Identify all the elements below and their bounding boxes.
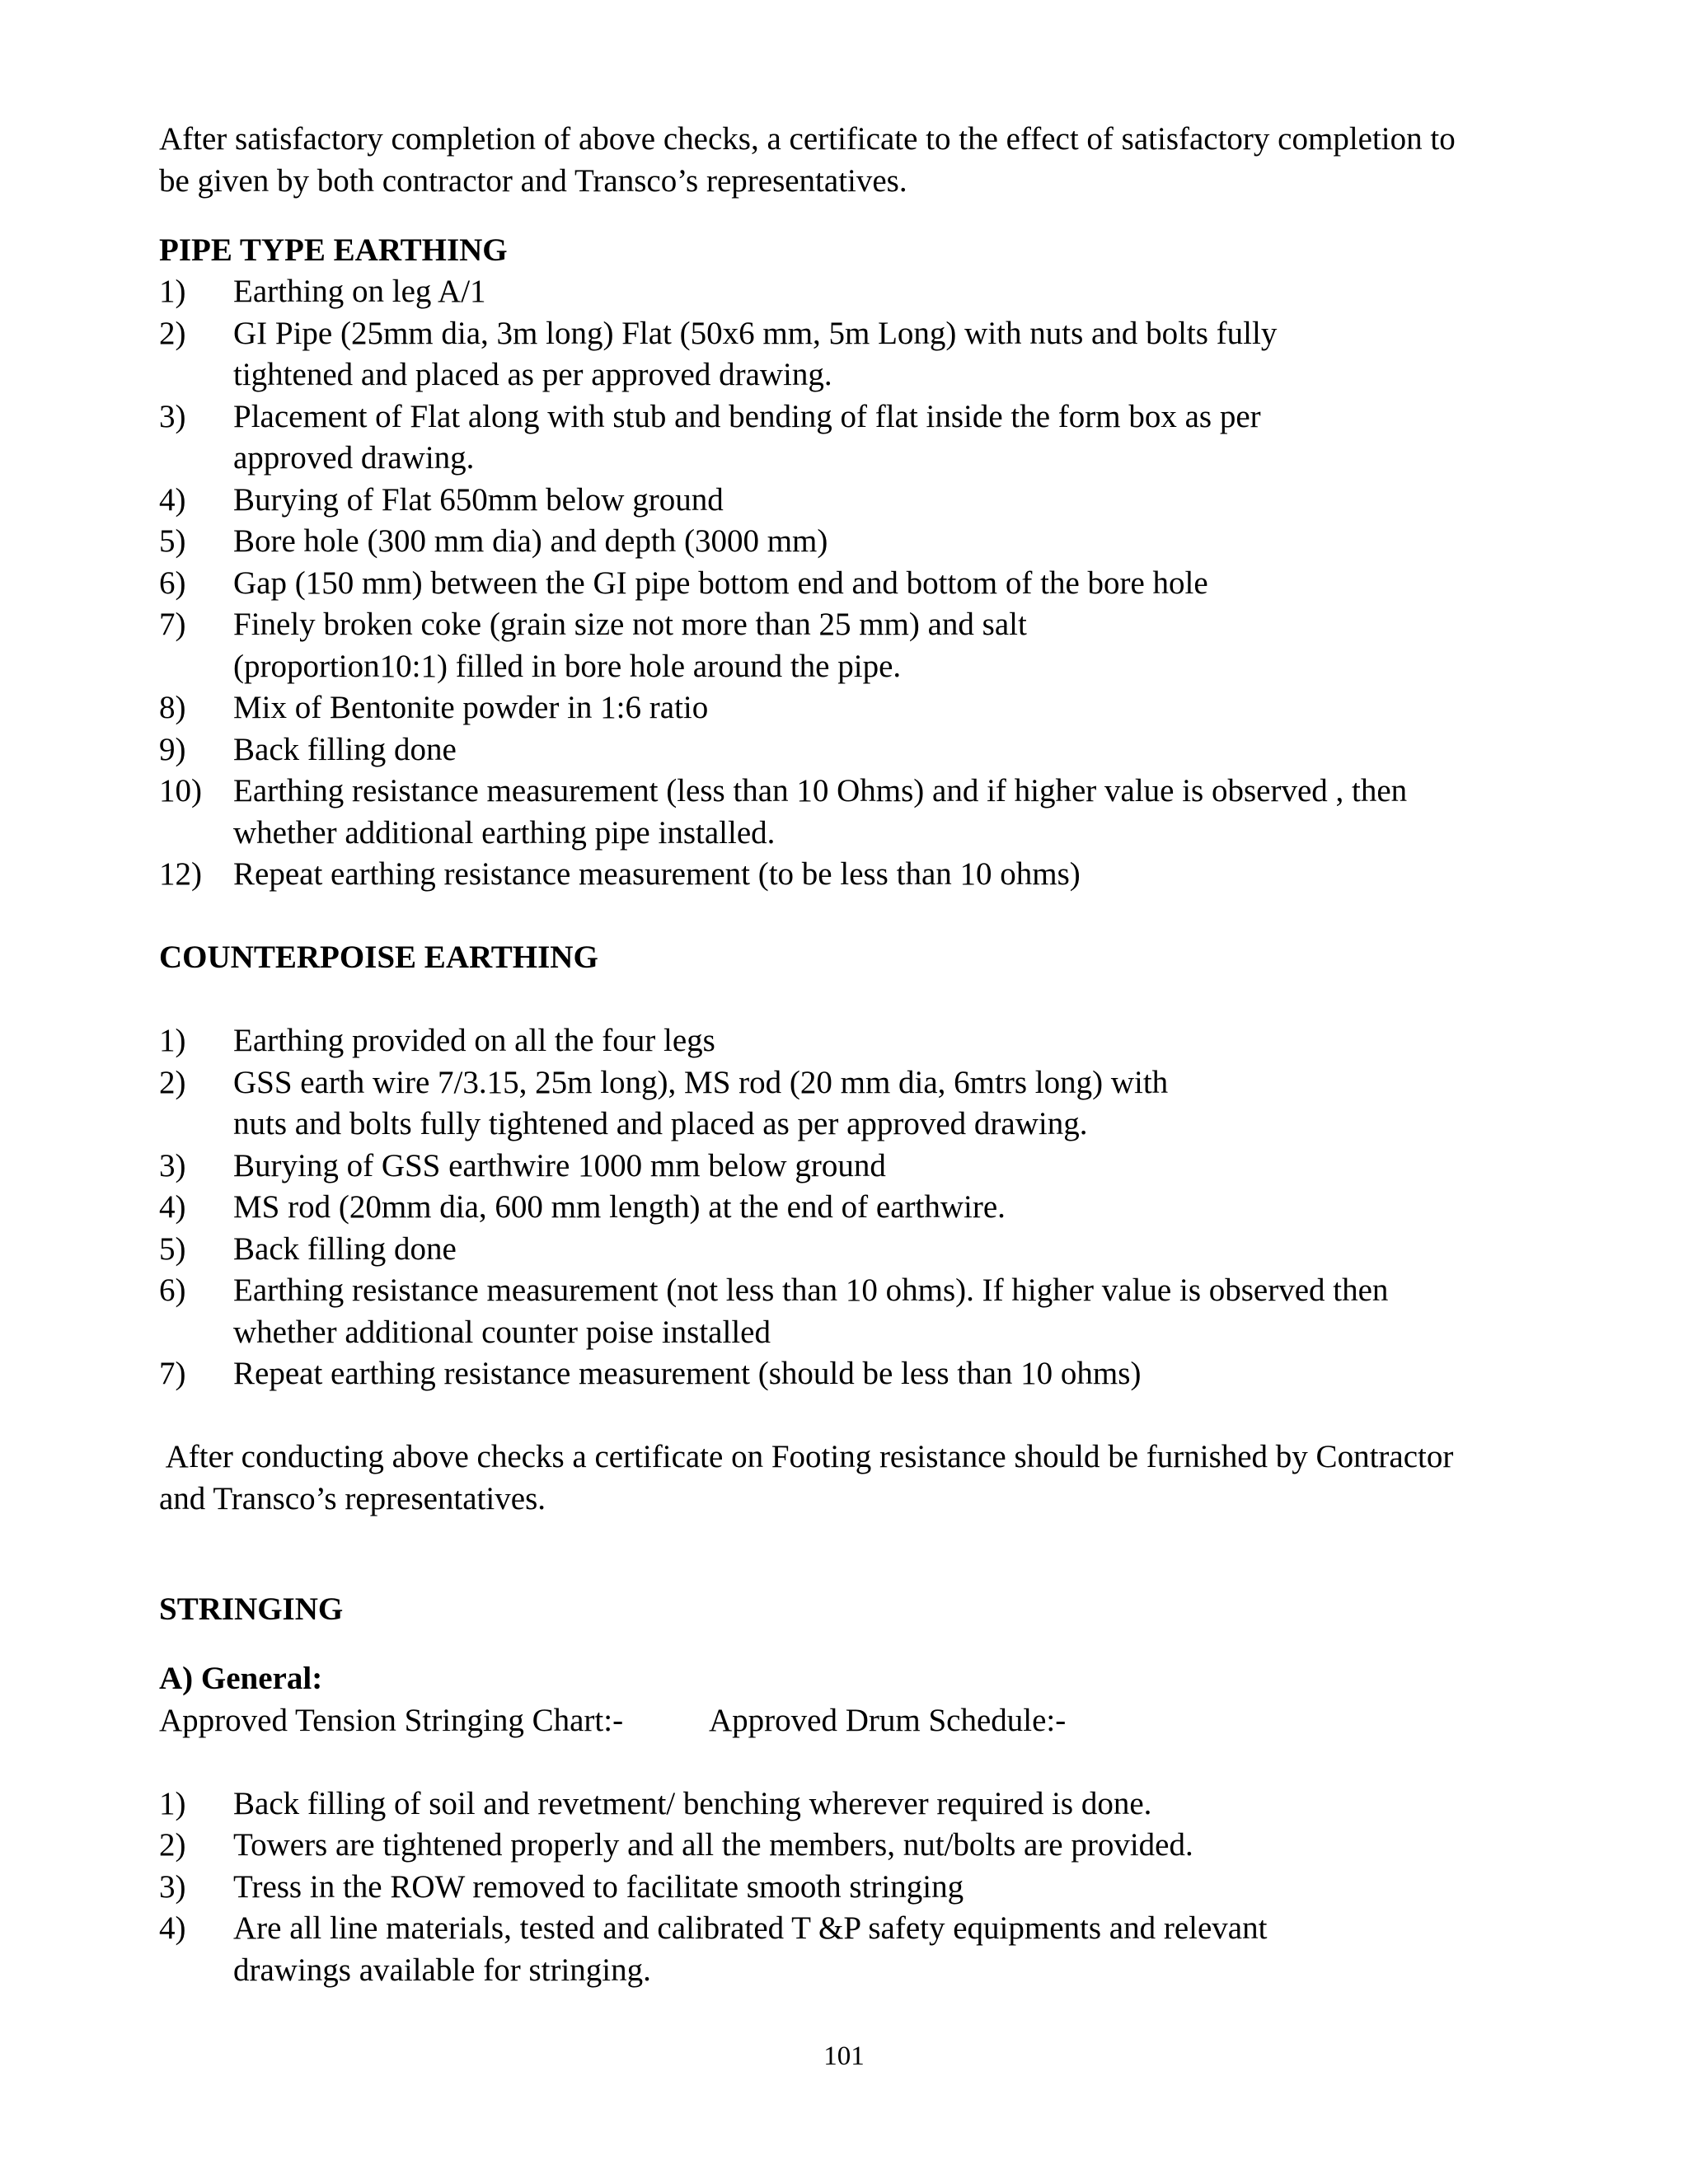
- item-number: 2): [159, 316, 186, 351]
- item-number: 2): [159, 1827, 186, 1863]
- item-number: 4): [159, 482, 186, 518]
- item-text: Earthing resistance measurement (less than 10 Ohms) and if higher value is observed , then: [233, 773, 1408, 808]
- item-text: Mix of Bentonite powder in 1:6 ratio: [233, 690, 709, 725]
- item-text: Are all line materials, tested and calibrated T &P safety equipments and relevant: [233, 1910, 1268, 1946]
- item-text: Finely broken coke (grain size not more than 25 mm) and salt: [233, 607, 1027, 642]
- pipe-earthing-heading: PIPE TYPE EARTHING: [159, 232, 508, 268]
- tension-stringing-chart-label: Approved Tension Stringing Chart:-: [159, 1703, 624, 1738]
- item-number: 4): [159, 1189, 186, 1225]
- item-text: (proportion10:1) filled in bore hole around the pipe.: [233, 649, 902, 684]
- item-number: 5): [159, 1231, 186, 1267]
- item-text: GSS earth wire 7/3.15, 25m long), MS rod (20 mm dia, 6mtrs long) with: [233, 1065, 1169, 1100]
- item-number: 9): [159, 732, 186, 767]
- counterpoise-heading: COUNTERPOISE EARTHING: [159, 940, 598, 975]
- footing-line-2: and Transco’s representatives.: [159, 1481, 546, 1516]
- item-number: 7): [159, 1356, 186, 1391]
- item-text: nuts and bolts fully tightened and placed as per approved drawing.: [233, 1106, 1088, 1141]
- stringing-heading: STRINGING: [159, 1591, 344, 1627]
- item-text: approved drawing.: [233, 440, 475, 476]
- footing-line-1: After conducting above checks a certificate on Footing resistance should be furnished by Contractor: [159, 1439, 1454, 1474]
- item-text: Burying of GSS earthwire 1000 mm below ground: [233, 1148, 886, 1183]
- item-number: 12): [159, 856, 202, 892]
- drum-schedule-label: Approved Drum Schedule:-: [709, 1703, 1067, 1738]
- intro-line-2: be given by both contractor and Transco’s representatives.: [159, 163, 907, 199]
- item-number: 4): [159, 1910, 186, 1946]
- item-text: Towers are tightened properly and all the members, nut/bolts are provided.: [233, 1827, 1193, 1863]
- item-number: 3): [159, 399, 186, 434]
- item-text: Placement of Flat along with stub and bending of flat inside the form box as per: [233, 399, 1261, 434]
- stringing-subheading: A) General:: [159, 1661, 323, 1696]
- item-text: drawings available for stringing.: [233, 1952, 651, 1988]
- item-text: Gap (150 mm) between the GI pipe bottom end and bottom of the bore hole: [233, 565, 1208, 601]
- item-text: tightened and placed as per approved drawing.: [233, 357, 832, 392]
- item-text: whether additional earthing pipe installed.: [233, 815, 776, 851]
- item-text: Back filling of soil and revetment/ benching wherever required is done.: [233, 1786, 1152, 1821]
- item-text: Earthing resistance measurement (not less than 10 ohms). If higher value is observed then: [233, 1272, 1389, 1308]
- item-number: 1): [159, 1023, 186, 1058]
- item-number: 1): [159, 1786, 186, 1821]
- item-text: whether additional counter poise installed: [233, 1315, 771, 1350]
- item-text: Tress in the ROW removed to facilitate smooth stringing: [233, 1869, 964, 1905]
- item-number: 3): [159, 1148, 186, 1183]
- item-text: Back filling done: [233, 1231, 457, 1267]
- item-number: 10): [159, 773, 202, 808]
- item-text: Earthing on leg A/1: [233, 274, 486, 309]
- intro-line-1: After satisfactory completion of above checks, a certificate to the effect of satisfactory completion to: [159, 121, 1456, 157]
- item-number: 6): [159, 1272, 186, 1308]
- item-number: 1): [159, 274, 186, 309]
- item-number: 8): [159, 690, 186, 725]
- item-number: 3): [159, 1869, 186, 1905]
- item-text: GI Pipe (25mm dia, 3m long) Flat (50x6 mm, 5m Long) with nuts and bolts fully: [233, 316, 1278, 351]
- item-text: Repeat earthing resistance measurement (to be less than 10 ohms): [233, 856, 1081, 892]
- item-number: 7): [159, 607, 186, 642]
- item-text: Back filling done: [233, 732, 457, 767]
- item-number: 2): [159, 1065, 186, 1100]
- item-number: 5): [159, 523, 186, 559]
- item-text: Earthing provided on all the four legs: [233, 1023, 715, 1058]
- item-text: MS rod (20mm dia, 600 mm length) at the end of earthwire.: [233, 1189, 1006, 1225]
- item-number: 6): [159, 565, 186, 601]
- item-text: Burying of Flat 650mm below ground: [233, 482, 724, 518]
- item-text: Bore hole (300 mm dia) and depth (3000 mm): [233, 523, 828, 559]
- page-number: 101: [823, 2041, 865, 2071]
- item-text: Repeat earthing resistance measurement (should be less than 10 ohms): [233, 1356, 1142, 1391]
